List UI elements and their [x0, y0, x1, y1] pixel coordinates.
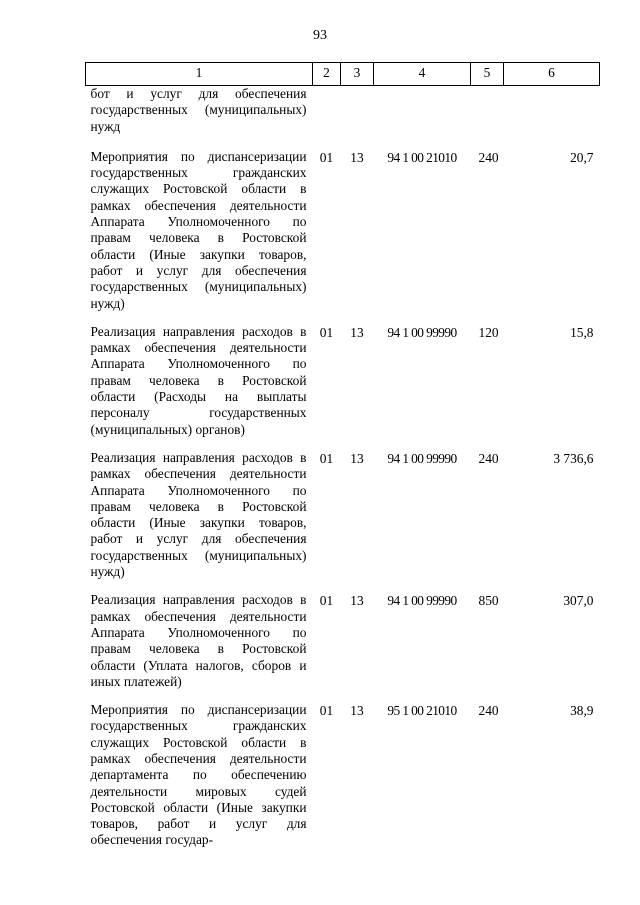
table-row: [86, 450, 600, 592]
amount: 3 736,6: [553, 450, 594, 466]
expense-type-code: [471, 86, 504, 149]
amount: 38,9: [570, 703, 594, 719]
subsection-code: 13: [350, 703, 364, 719]
subsection-code: 13: [350, 149, 364, 165]
page-number: 93: [313, 28, 327, 43]
column-header: 5: [471, 63, 504, 86]
table-row: [86, 86, 600, 149]
section-code: 01: [319, 703, 334, 719]
amount: 307,0: [563, 593, 594, 609]
expense-type-code: 240: [478, 450, 499, 466]
table-row: [86, 592, 600, 702]
section-code: 01: [319, 450, 334, 466]
section-code: 01: [319, 324, 334, 340]
section-code: 01: [319, 149, 334, 165]
row-description: Реализация направления расходов в рамках обеспечения деятельности Аппарата Уполномоченного по правам человека в Ростовской области (Иные закупки товаров, работ и услуг для обеспечения государственных (муниципальных) нужд): [90, 449, 307, 580]
column-header: 3: [341, 63, 374, 86]
row-description: бот и услуг для обеспечения государственных (муниципальных) нужд: [90, 86, 307, 134]
amount: 15,8: [570, 324, 594, 340]
table-row: [86, 324, 600, 450]
target-article-code: 94 1 00 21010: [387, 149, 457, 165]
column-header: 4: [374, 63, 471, 86]
amount: 20,7: [570, 149, 594, 165]
target-article-code: 94 1 00 99990: [387, 450, 457, 466]
section-code: [313, 86, 341, 149]
row-description: Реализация направления расходов в рамках обеспечения деятельности Аппарата Уполномоченного по правам человека в Ростовской области (Уплата налогов, сборов и иных платежей): [90, 592, 307, 689]
column-header: 1: [86, 63, 313, 86]
row-description: Мероприятия по диспансеризации государственных гражданских служащих Ростовской области в рамках обеспечения деятельности департамента по обеспечению деятельности мировых судей Ростовской области (Иные закупки товаров, работ и услуг для обеспечения государ-: [90, 702, 307, 848]
subsection-code: 13: [350, 450, 364, 466]
column-header: 2: [313, 63, 341, 86]
table-row: [86, 149, 600, 324]
amount: [504, 86, 600, 149]
expense-type-code: 240: [478, 703, 499, 719]
target-article-code: [374, 86, 471, 149]
row-description: Мероприятия по диспансеризации государственных гражданских служащих Ростовской области в рамках обеспечения деятельности Аппарата Уполномоченного по правам человека в Ростовской области (Иные закупки товаров, работ и услуг для обеспечения государственных (муниципальных) нужд): [90, 148, 307, 311]
table-row: [86, 702, 600, 861]
expense-type-code: 850: [478, 593, 499, 609]
column-header: 6: [504, 63, 600, 86]
subsection-code: [341, 86, 374, 149]
target-article-code: 95 1 00 21010: [387, 703, 457, 719]
subsection-code: 13: [350, 324, 364, 340]
row-description: Реализация направления расходов в рамках обеспечения деятельности Аппарата Уполномоченного по правам человека в Ростовской области (Расходы на выплаты персоналу государственных (муниципальных) органов): [90, 323, 307, 437]
table-header-row: [86, 63, 600, 86]
expense-type-code: 120: [478, 324, 499, 340]
budget-table: [85, 62, 600, 861]
section-code: 01: [319, 593, 334, 609]
target-article-code: 94 1 00 99990: [387, 324, 457, 340]
target-article-code: 94 1 00 99990: [387, 593, 457, 609]
expense-type-code: 240: [478, 149, 499, 165]
subsection-code: 13: [350, 593, 364, 609]
